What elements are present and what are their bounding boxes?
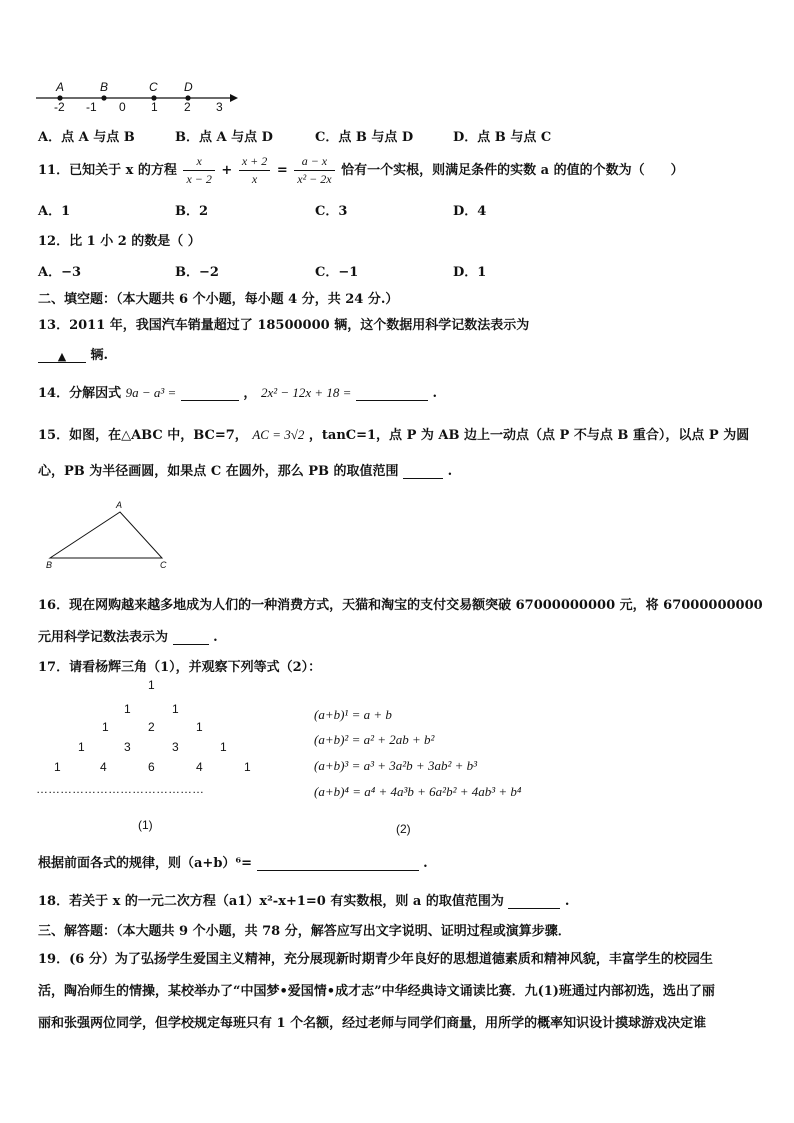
q11-frac2-den: x xyxy=(239,170,270,187)
triangle-label-c: C xyxy=(160,560,167,570)
question-15-line1 xyxy=(38,424,749,443)
tick-neg2: -2 xyxy=(54,100,65,114)
expansion-4: (a+b)⁴ = a⁴ + 4a³b + 6a²b² + 4ab³ + b⁴ xyxy=(314,784,522,799)
q12-option-d[interactable]: D．1 xyxy=(453,265,487,280)
triangle-abc xyxy=(50,512,162,558)
question-19-line2: 活，陶冶师生的情操，某校举办了“中国梦•爱国情•成才志”中华经典诗文诵读比赛．九(1)班通过内部初选，选出了丽 xyxy=(38,984,715,999)
question-19-line3: 丽和张强两位同学，但学校规定每班只有 1 个名额，经过老师与同学们商量，用所学的概率知识设计摸球游戏决定谁 xyxy=(38,1016,707,1031)
tick-1: 1 xyxy=(151,100,158,114)
caption-2: (2) xyxy=(396,822,411,836)
pascal-r4-c1: 4 xyxy=(100,760,107,774)
question-12: 12．比 1 小 2 的数是（ ） xyxy=(38,234,201,249)
q11-fraction-1 xyxy=(183,154,214,187)
q15-text-line2: 心，PB 为半径画圆，如果点 C 在圆外，那么 PB 的取值范围 xyxy=(38,464,399,479)
q15-text-a: 15．如图，在△ABC 中，BC=7， xyxy=(38,428,248,443)
q14-expr1: 9a − a³ = xyxy=(125,385,177,400)
q11-option-b[interactable]: B．2 xyxy=(175,204,209,219)
tick-neg1: -1 xyxy=(86,100,97,114)
q15-text-b: ，tanC=1，点 P 为 AB 边上一动点（点 P 不与点 B 重合），以点 P 为圆 xyxy=(308,428,750,443)
pascal-r4-c4: 1 xyxy=(244,760,251,774)
caption-1: (1) xyxy=(138,818,153,832)
q12-option-c[interactable]: C．−1 xyxy=(315,265,359,280)
q11-suffix: 恰有一个实根，则满足条件的实数 a 的值的个数为（ ） xyxy=(341,163,684,178)
q11-option-d[interactable]: D．4 xyxy=(453,204,487,219)
pascal-r0-c0: 1 xyxy=(148,678,155,692)
triangle-label-b: B xyxy=(46,560,53,570)
pascal-r1-c1: 1 xyxy=(172,702,179,716)
pascal-r1-c0: 1 xyxy=(124,702,131,716)
question-15-line2 xyxy=(38,460,452,479)
label-c: C xyxy=(149,80,158,94)
pascal-r2-c1: 2 xyxy=(148,720,155,734)
q11-fraction-2 xyxy=(239,154,270,187)
q16-text-line2: 元用科学记数法表示为 xyxy=(38,630,169,645)
question-14 xyxy=(38,382,437,401)
tick-0: 0 xyxy=(119,100,126,114)
q18-text: 18．若关于 x 的一元二次方程（a1）x²-x+1=0 有实数根，则 a 的取值范围为 xyxy=(38,894,504,909)
q11-prefix: 11．已知关于 x 的方程 xyxy=(38,163,177,178)
question-19-line1: 19．(6 分）为了弘扬学生爱国主义精神，充分展现新时期青少年良好的思想道德素质和精神风貌，丰富学生的校园生 xyxy=(38,952,713,967)
question-17: 17．请看杨辉三角（1），并观察下列等式（2）： xyxy=(38,660,322,675)
expansion-1: (a+b)¹ = a + b xyxy=(314,707,392,722)
tick-2: 2 xyxy=(184,100,191,114)
expansion-3: (a+b)³ = a³ + 3a²b + 3ab² + b³ xyxy=(314,758,478,773)
q10-option-a[interactable]: A．点 A 与点 B xyxy=(38,130,135,145)
pascal-dots: …………………………………… xyxy=(36,782,204,796)
section-3-heading: 三、解答题：（本大题共 9 个小题，共 78 分，解答应写出文字说明、证明过程或演算步骤． xyxy=(38,924,571,939)
expansion-2: (a+b)² = a² + 2ab + b² xyxy=(314,732,435,747)
pascal-r4-c0: 1 xyxy=(54,760,61,774)
q11-option-c[interactable]: C．3 xyxy=(315,204,348,219)
q10-option-d[interactable]: D．点 B 与点 C xyxy=(453,130,552,145)
pascal-r3-c3: 1 xyxy=(220,740,227,754)
question-13: 13．2011 年，我国汽车销量超过了 18500000 辆，这个数据用科学记数法表示为 xyxy=(38,318,530,333)
q16-end: . xyxy=(213,630,218,645)
q15-end: . xyxy=(447,464,453,479)
q11-frac3-num: a − x xyxy=(301,154,328,168)
q13-unit: 辆. xyxy=(90,348,109,363)
q11-frac1-num: x xyxy=(196,154,202,168)
pascal-r3-c2: 3 xyxy=(172,740,179,754)
q10-option-b[interactable]: B．点 A 与点 D xyxy=(175,130,273,145)
pascal-triangle xyxy=(36,674,286,804)
q14-end: . xyxy=(432,386,438,401)
q18-end: . xyxy=(564,894,570,909)
label-d: D xyxy=(184,80,193,94)
pascal-r3-c1: 3 xyxy=(124,740,131,754)
q14-expr2: 2x² − 12x + 18 = xyxy=(260,385,352,400)
q11-frac1-den: x − 2 xyxy=(183,170,214,187)
q13-answer-blank[interactable]: ▲ xyxy=(38,350,86,363)
section-2-heading: 二、填空题：（本大题共 6 个小题，每小题 4 分，共 24 分.） xyxy=(38,292,399,307)
q14-blank-1[interactable] xyxy=(181,388,239,401)
point-b xyxy=(101,95,106,100)
question-16-line1: 16．现在网购越来越多地成为人们的一种消费方式，天猫和淘宝的支付交易额突破 67000000000 元，将 67000000000 xyxy=(38,598,763,613)
q11-option-a[interactable]: A．1 xyxy=(38,204,71,219)
pascal-r3-c0: 1 xyxy=(78,740,85,754)
q12-option-a[interactable]: A．−3 xyxy=(38,265,82,280)
q17-end: . xyxy=(423,856,428,871)
pascal-r4-c3: 4 xyxy=(196,760,203,774)
triangle-figure xyxy=(40,500,180,572)
label-a: A xyxy=(56,80,65,94)
q10-option-c[interactable]: C．点 B 与点 D xyxy=(315,130,414,145)
q15-blank[interactable] xyxy=(403,466,443,479)
q15-ac-formula: AC = 3√2 xyxy=(252,427,305,442)
q14-prefix: 14．分解因式 xyxy=(38,386,122,401)
triangle-label-a: A xyxy=(116,500,123,510)
arrow-icon xyxy=(230,94,238,102)
question-16-line2 xyxy=(38,626,218,645)
label-b: B xyxy=(100,80,109,94)
q17-blank[interactable] xyxy=(257,858,419,871)
q18-blank[interactable] xyxy=(508,896,560,909)
tick-3: 3 xyxy=(216,100,223,114)
question-11 xyxy=(38,154,684,187)
number-line-figure xyxy=(30,80,250,114)
pascal-r2-c0: 1 xyxy=(102,720,109,734)
q11-frac3-den: x² − 2x xyxy=(294,170,334,187)
question-17-ask xyxy=(38,852,428,871)
q13-answer-line xyxy=(38,344,108,363)
pascal-r4-c2: 6 xyxy=(148,760,155,774)
q17-question: 根据前面各式的规律，则（a+b）⁶= xyxy=(38,856,252,871)
q11-fraction-3 xyxy=(294,154,334,187)
q11-plus: + xyxy=(221,163,233,178)
q14-blank-2[interactable] xyxy=(356,388,428,401)
triangle-svg xyxy=(40,500,180,572)
question-18 xyxy=(38,890,569,909)
pascal-r2-c2: 1 xyxy=(196,720,203,734)
q16-blank[interactable] xyxy=(173,632,209,645)
q11-equals: = xyxy=(276,163,288,178)
q11-frac2-num: x + 2 xyxy=(241,154,268,168)
q12-option-b[interactable]: B．−2 xyxy=(175,265,219,280)
q14-separator: ， xyxy=(243,386,257,401)
